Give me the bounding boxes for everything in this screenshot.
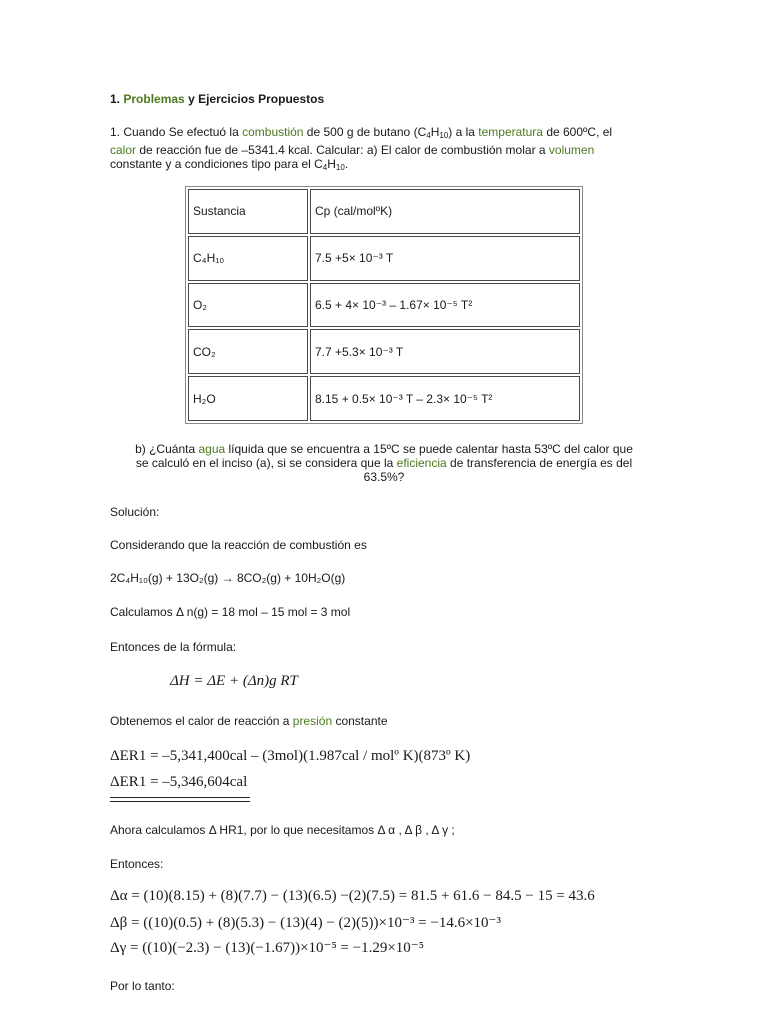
then-formula: Entonces de la fórmula: [110, 640, 237, 654]
temperatura-link[interactable]: temperatura [478, 125, 543, 139]
part-b-question: b) ¿Cuánta agua líquida que se encuentra a 15ºC se puede calentar hasta 53ºC del calor que se calculó en el inciso (a), si se considera que la eficiencia de transferencia de energía es del 63.5%? [135, 442, 633, 484]
volumen-link[interactable]: volumen [548, 143, 595, 157]
result-underline [110, 797, 250, 798]
heat-capacity-table [185, 186, 583, 424]
energy-equation-2: ΔER1 = –5,346,604cal [110, 774, 248, 790]
eficiencia-link[interactable]: eficiencia [396, 456, 447, 470]
table-row [188, 376, 580, 421]
cp-cell: 8.15 + 0.5× 10⁻³ T – 2.3× 10⁻⁵ T² [310, 376, 580, 421]
problem-line-1: 1. Cuando Se efectuó la combustión de 500 g de butano $(C_4H_{10})$ a la temperatura de 600ºC, el [110, 125, 613, 140]
cp-cell: 7.7 +5.3× 10⁻³ T [310, 329, 580, 374]
presion-link[interactable]: presión [292, 714, 333, 728]
delta-n-calc: Calculamos Δ n(g) = 18 mol – 15 mol = 3 mol [110, 605, 351, 619]
delta-alpha-equation: Δα = (10)(8.15) + (8)(7.7) − (13)(6.5) −(2)(7.5) = 81.5 + 61.6 − 84.5 − 15 = 43.6 [110, 888, 595, 904]
substance-cell: C₄H₁₀ [188, 236, 308, 281]
agua-link[interactable]: agua [198, 442, 226, 456]
header-cp: Cp (cal/molºK) [310, 189, 580, 234]
problemas-link[interactable]: Problemas [123, 92, 185, 106]
solution-label: Solución: [110, 505, 160, 519]
delta-beta-equation: Δβ = ((10)(0.5) + (8)(5.3) − (13)(4) − (2)(5))×10⁻³ = −14.6×10⁻³ [110, 915, 501, 931]
energy-equation-1: ΔER1 = –5,341,400cal – (3mol)(1.987cal / molº K)(873º K) [110, 748, 471, 764]
substance-cell: H₂O [188, 376, 308, 421]
considering-text: Considerando que la reacción de combustión es [110, 538, 367, 552]
problem-statement [110, 125, 670, 175]
problem-line-2: calor de reacción fue de –5341.4 kcal. Calcular: a) El calor de combustión molar a volumen [110, 143, 595, 157]
therefore-label: Por lo tanto: [110, 979, 175, 993]
table-row [188, 283, 580, 328]
delta-gamma-equation: Δγ = ((10)(−2.3) − (13)(−1.67))×10⁻⁵ = −1.29×10⁻⁵ [110, 940, 424, 956]
combustion-reaction: 2C₄H₁₀(g) + 13O₂(g) → 8CO₂(g) + 10H₂O(g) [110, 571, 346, 585]
header-substance: Sustancia [188, 189, 308, 234]
cp-cell: 6.5 + 4× 10⁻³ – 1.67× 10⁻⁵ T² [310, 283, 580, 328]
combustion-link[interactable]: combustión [242, 125, 304, 139]
entonces-label: Entonces: [110, 857, 164, 871]
calor-link[interactable]: calor [110, 143, 137, 157]
section-title: 1. Problemas y Ejercicios Propuestos [110, 92, 325, 106]
table-row [188, 329, 580, 374]
table-header-row [188, 189, 580, 234]
result-underline [110, 801, 250, 802]
obtain-heat-text: Obtenemos el calor de reacción a presión constante [110, 714, 388, 728]
substance-cell: CO₂ [188, 329, 308, 374]
enthalpy-formula: ΔH = ΔE + (Δn)g RT [170, 673, 298, 689]
now-calc-text: Ahora calculamos Δ HR1, por lo que necesitamos Δ α , Δ β , Δ γ ; [110, 823, 455, 837]
substance-cell: O₂ [188, 283, 308, 328]
table-row [188, 236, 580, 281]
problem-line-3: constante y a condiciones tipo para el $C_4H_{10}$. [110, 157, 349, 172]
cp-cell: 7.5 +5× 10⁻³ T [310, 236, 580, 281]
